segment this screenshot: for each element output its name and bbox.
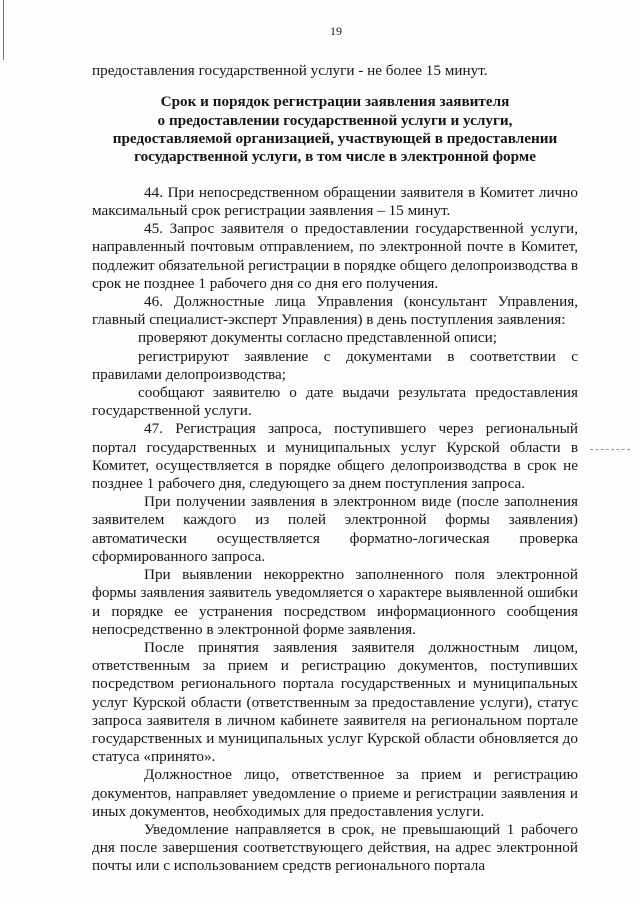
heading-line: о предоставлении государственной услуги и услуги,: [157, 111, 513, 129]
paragraph-notification: Уведомление направляется в срок, не превышающий 1 рабочего дня после завершения соответствующего действия, на адрес электронной почты или с использованием средств регионального портала: [92, 820, 578, 875]
paragraph-responsible-official: Должностное лицо, ответственное за прием и регистрацию документов, направляет уведомление о приеме и регистрации заявления и иных документов, необходимых для предоставления услуги.: [92, 766, 578, 820]
heading-line: Срок и порядок регистрации заявления заявителя: [160, 93, 510, 111]
page-number: 19: [330, 24, 342, 38]
heading-line: государственной услуги, в том числе в электронной форме: [134, 148, 536, 166]
list-item: регистрируют заявление с документами в соответствии с правилами делопроизводства;: [92, 347, 578, 383]
list-item: проверяют документы согласно представленной описи;: [138, 329, 497, 347]
paragraph-44: 44. При непосредственном обращении заявителя в Комитет лично максимальный срок регистрации заявления – 15 минут.: [92, 183, 578, 220]
paragraph-45: 45. Запрос заявителя о предоставлении государственной услуги, направленный почтовым отправлением, по электронной почте в Комитет, подлежит обязательной регистрации в порядке общего делопроизводства в срок не позднее 1 рабочего дня со дня его получения.: [92, 220, 578, 292]
paragraph-continuation: предоставления государственной услуги - не более 15 минут.: [92, 62, 488, 79]
paragraph-47: 47. Регистрация запроса, поступившего через региональный портал государственных и муниципальных услуг Курской области в Комитет, осуществляется в порядке общего делопроизводства в срок не позднее 1 рабочего дня, следующего за днем поступления запроса.: [92, 420, 578, 493]
paragraph-error-notice: При выявлении некорректно заполненного поля электронной формы заявления заявитель уведомляется о характере выявленной ошибки и порядке ее устранения посредством информационного сообщения непосредственно в электронной форме заявления.: [92, 566, 578, 638]
section-heading: [92, 93, 578, 167]
list-item: сообщают заявителю о дате выдачи результата предоставления государственной услуги.: [92, 384, 578, 420]
paragraph-electronic-check: При получении заявления в электронном виде (после заполнения заявителем каждого из полей электронной формы заявления) автоматически осуществляется форматно-логическая проверка сформированного запроса.: [92, 493, 578, 565]
document-body: [92, 62, 578, 876]
paragraph-status-update: После принятия заявления заявителя должностным лицом, ответственным за прием и регистрацию документов, поступивших посредством регионального портала государственных и муниципальных услуг Курской области (ответственным за предоставление услуги), статус запроса заявителя в личном кабинете заявителя на региональном портале государственных и муниципальных услуг Курской области обновляется до статуса «принято».: [92, 638, 578, 766]
paragraph-46: 46. Должностные лица Управления (консультант Управления, главный специалист-эксперт Управления) в день поступления заявления:: [92, 293, 578, 329]
scan-artifact-line: [590, 449, 630, 451]
heading-line: предоставляемой организацией, участвующей в предоставлении: [112, 130, 558, 148]
